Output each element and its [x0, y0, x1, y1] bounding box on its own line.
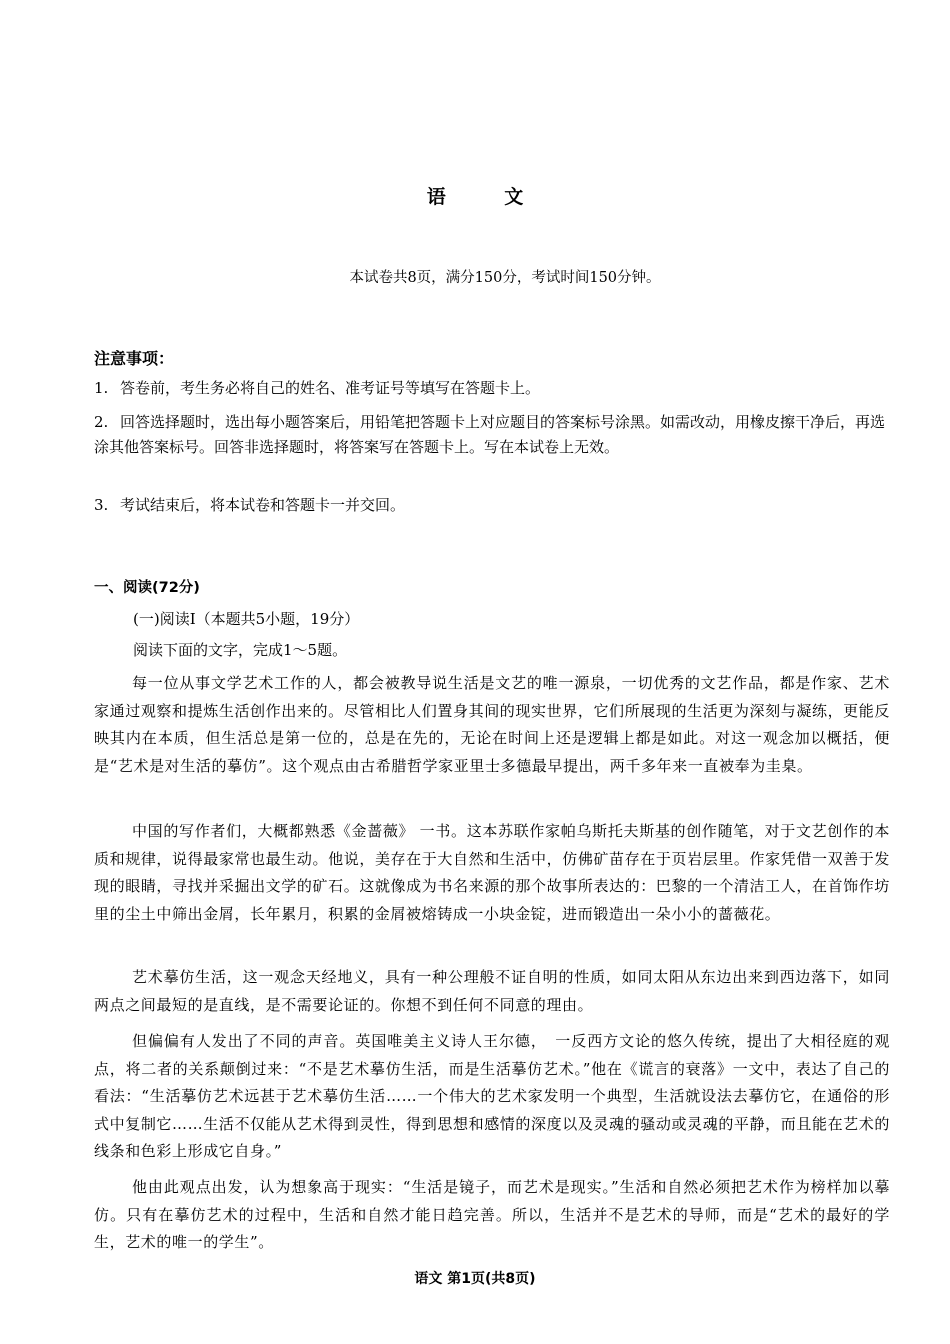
reading-instruction: 阅读下面的文字，完成1～5题。: [133, 641, 348, 659]
page-footer: 语文 第1页(共8页): [414, 1271, 536, 1287]
reading-subheading: (一)阅读I（本题共5小题，19分）: [133, 610, 360, 628]
passage-paragraph: 但偏偏有人发出了不同的声音。英国唯美主义诗人王尔德， 一反西方文论的悠久传统，提出了大相径庭的观点，将二者的关系颠倒过来：“不是艺术摹仿生活，而是生活摹仿艺术。”他在《谎言的衰落》一文中，表达了自己的看法：“生活摹仿艺术远甚于艺术摹仿生活……一个伟大的艺术家发明一个典型，生活就设法去摹仿它，在通俗的形式中复制它……生活不仅能从艺术得到灵性，得到思想和感情的深度以及灵魂的骚动或灵魂的平静，而且能在艺术的线条和色彩上形成它自身。”: [94, 1032, 890, 1160]
section-heading: 一、阅读(72分): [94, 580, 200, 596]
passage-paragraph: 他由此观点出发，认为想象高于现实：“生活是镜子，而艺术是现实。”生活和自然必须把艺术作为榜样加以摹仿。只有在摹仿艺术的过程中，生活和自然才能日趋完善。所以，生活并不是艺术的导师，而是“艺术的最好的学生，艺术的唯一的学生”。: [94, 1178, 890, 1251]
notice-item-text: 考试结束后，将本试卷和答题卡一并交回。: [120, 496, 406, 514]
passage-paragraph: 中国的写作者们，大概都熟悉《金蔷薇》 一书。这本苏联作家帕乌斯托夫斯基的创作随笔，对于文艺创作的本质和规律，说得最家常也最生动。他说，美存在于大自然和生活中，仿佛矿苗存在于页岩层里。作家凭借一双善于发现的眼睛，寻找并采掘出文学的矿石。这就像成为书名来源的那个故事所表达的：巴黎的一个清洁工人，在首饰作坊里的尘土中筛出金屑，长年累月，积累的金屑被熔铸成一小块金锭，进而锻造出一朵小小的蔷薇花。: [94, 822, 890, 923]
page-title: 语 文: [426, 186, 550, 208]
notice-heading: 注意事项：: [94, 349, 175, 368]
passage-paragraph: 每一位从事文学艺术工作的人，都会被教导说生活是文艺的唯一源泉，一切优秀的文艺作品，都是作家、艺术家通过观察和提炼生活创作出来的。尽管相比人们置身其间的现实世界，它们所展现的生活更为深刻与凝练，更能反映其内在本质，但生活总是第一位的，总是在先的，无论在时间上还是逻辑上都是如此。对这一观念加以概括，便是“艺术是对生活的摹仿”。这个观点由古希腊哲学家亚里士多德最早提出，两千多年来一直被奉为圭臬。: [94, 674, 890, 775]
notice-item-text: 回答选择题时，选出每小题答案后，用铅笔把答题卡上对应题目的答案标号涂黑。如需改动，用橡皮擦干净后，再选涂其他答案标号。回答非选择题时，将答案写在答题卡上。写在本试卷上无效。: [94, 413, 886, 456]
passage-paragraph: 艺术摹仿生活，这一观念天经地义，具有一种公理般不证自明的性质，如同太阳从东边出来到西边落下，如同两点之间最短的是直线，是不需要论证的。你想不到任何不同意的理由。: [94, 968, 890, 1014]
notice-item: [94, 410, 890, 460]
exam-info: 本试卷共8页，满分150分，考试时间150分钟。: [349, 270, 661, 286]
notice-item: [94, 376, 890, 401]
notice-item: [94, 493, 890, 518]
notice-item-number: 2.: [94, 413, 109, 431]
notice-item-number: 3.: [94, 496, 109, 514]
notice-item-text: 答卷前，考生务必将自己的姓名、准考证号等填写在答题卡上。: [120, 379, 541, 397]
notice-item-number: 1.: [94, 379, 109, 397]
